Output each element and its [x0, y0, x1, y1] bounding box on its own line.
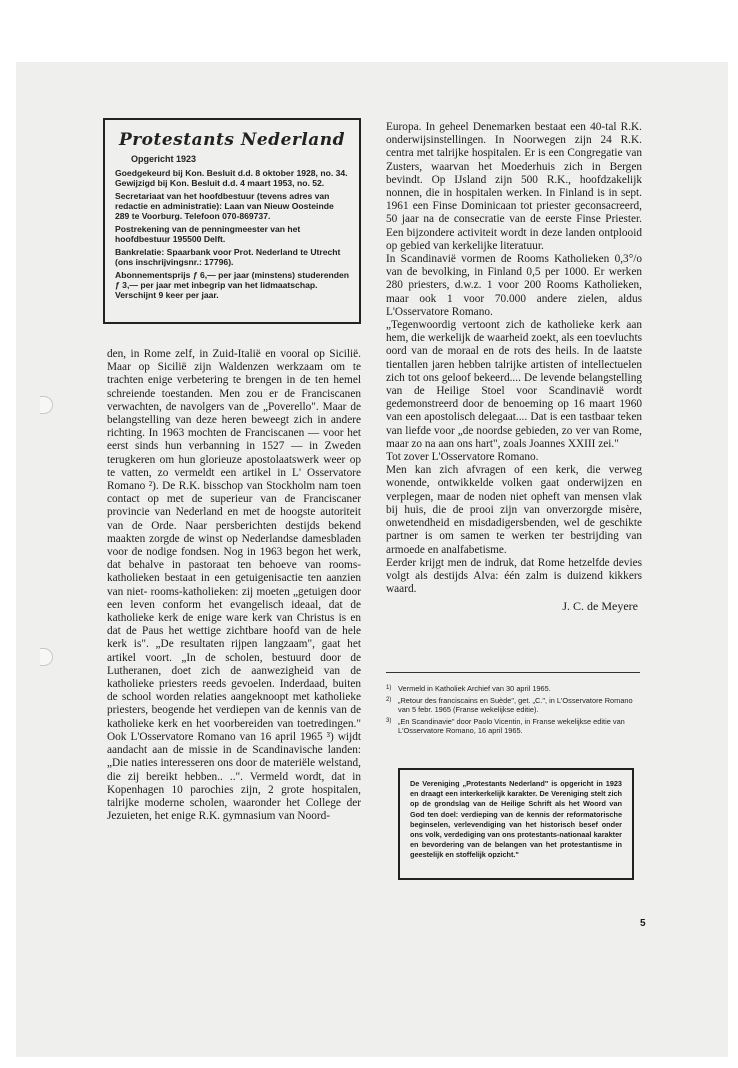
masthead-bank: Bankrelatie: Spaarbank voor Prot. Nederland te Utrecht (ons inschrijvingsnr.: 17796). [115, 247, 341, 267]
right-paragraph: In Scandinavië vormen de Rooms Katholieken 0,3°/o van de bevolking, in Finland 0,5 per 1000. Er werken 280 priesters, d.w.z. 1 voor 200 Rooms Katholieken, maar ook 1 voor 70.000 andere zielen, aldus L'Osservatore Romano. [386, 253, 642, 318]
footnote-mark: 1) [386, 685, 392, 691]
right-paragraph: Eerder krijgt men de indruk, dat Rome hetzelfde devies volgt als destijds Alva: één zalm is duizend kikkers waard. [386, 556, 642, 596]
masthead-subscription: Abonnementsprijs ƒ 6,— per jaar (minstens) studerenden ƒ 3,— per jaar met inbegrip van het lidmaatschap. Verschijnt 9 keer per jaar. [115, 270, 349, 300]
footnote-divider [386, 672, 640, 673]
right-paragraph: Europa. In geheel Denemarken bestaat een 40-tal R.K. onderwijsinstellingen. In Noorwegen zijn 24 R.K. centra met talrijke hospitalen. Er is een Congregatie van Zusters, waarvan het Moederhuis zich in Bergen bevindt. Op IJsland zijn 500 R.K., hoofdzakelijk nonnen, die in hospitalen werken. In Finland is in sept. 1961 een Finse Dominicaan tot priester geconsacreerd, 50 jaar na de consecratie van de eerste Finse Priester. Een bijzondere activiteit wordt in deze landen ontplooid op gebied van kerkelijke literatuur. [386, 121, 642, 252]
footnote [386, 684, 642, 694]
footnote-mark: 2) [386, 696, 392, 703]
left-column [107, 348, 361, 823]
footnote-text: „Retour des franciscains en Suède", get. „C.", in L'Osservatore Romano van 5 febr. 1965 (Franse wekelijkse editie). [398, 695, 633, 715]
masthead-founded: Opgericht 1923 [131, 154, 197, 164]
footnote [386, 696, 642, 715]
masthead-box [103, 118, 361, 324]
author-signature: J. C. de Meyere [562, 599, 638, 614]
right-paragraph: „Tegenwoordig vertoont zich de katholieke kerk aan hem, die werkelijk de waarheid zoekt, als een toevluchts oord van de moraal en de rots des heils. In de laatste tientallen jaren hebben talrijke artisten of intellectuelen zich tot ons geloof bekeerd.... De levende belangstelling van de Heilige Stoel voor Scandinavië wordt gedemonstreerd door de benoeming op 16 maart 1960 van een apostolisch delegaat.... Dat is een tastbaar teken van liefde voor „de noordse gebieden, zo ver van Rome, maar zo na aan ons hart", zoals Joannes XXIII zei." [386, 319, 642, 450]
association-notice-text: De Vereniging „Protestants Nederland" is opgericht in 1923 en draagt een interkerkelijk karakter. De Vereniging stelt zich op de grondslag van de Heilige Schrift als het Woord van God ten doel: verdieping van de kennis der reformatorische beginselen, verlevendiging van het historisch besef onder ons volk, verdediging van ons protestants-nationaal karakter en bevordering van de belangen van het protestantisme in geestelijk en stoffelijk opzicht." [410, 779, 622, 860]
masthead-title: Protestants Nederland [118, 130, 346, 150]
footnote-text: „En Scandinavie" door Paolo Vicentin, in Franse wekelijkse editie van L'Osservatore Romano, 16 april 1965. [398, 716, 625, 736]
right-column [386, 121, 642, 614]
association-notice-box [398, 768, 634, 880]
masthead-approved: Goedgekeurd bij Kon. Besluit d.d. 8 oktober 1928, no. 34. Gewijzigd bij Kon. Besluit d.d. 4 maart 1953, no. 52. [115, 168, 348, 188]
left-column-text: den, in Rome zelf, in Zuid-Italië en vooral op Sicilië. Maar op Sicilië zijn Waldenzen werkzaam om te trachten enige verbetering te brengen in de ten hemel schreiende toestanden. Men zou er de Franciscanen verwachten, de navolgers van de „Poverello". Maar de belangstelling van deze heren beweegt zich in andere richting. In 1963 mochten de Franciscanen — voor het eerst sinds hun verbanning in 1527 — in Zweden terugkeren om hun glorieuze apostolaatswerk weer op te vatten, zo vermeldt een artikel in L' Osservatore Romano ²). De R.K. bisschop van Stockholm nam toen contact op met de superieur van de Franciscaner provincie van Nederland en met de hoogste autoriteit van de Orde. Naar persberichten destijds bekend maakten zorgde de winst op Nederlandse damesbladen voor de nodige fondsen. Nog in 1963 begon het werk, dat behalve in pastoraat ten behoeve van rooms-katholieken bestaat in een getuigenisactie ten aanzien van niet- rooms-katholieken: zij moeten „getuigen door een leven conform het evangelisch ideaal, dat de katholieke kerk de enige ware kerk van Christus is en dat de Paus het wettige zichtbare hoofd van de hele kerk is". „De resultaten rijpen langzaam", gaat het artikel voort. „In de scholen, bestuurd door de Lutheranen, doet zich de aanwezigheid van de katholieke priesters reeds gevoelen. Inderdaad, buiten de school worden relaties aangeknoopt met katholieke priesters, beogende het verdiepen van de kennis van de katholieke kerk en het voorbereiden van toetredingen." Ook L'Osservatore Romano van 16 april 1965 ³) wijdt aandacht aan de missie in de Scandinavische landen: „Die naties interesseren ons door de materiële welstand, die zij bereikt hebben.. ..". Vermeld wordt, dat in Kopenhagen 10 parochies zijn, 2 grote hospitalen, talrijke moderne scholen, waaronder het College der Jezuieten, het enige R.K. gymnasium van Noord- [107, 348, 361, 823]
right-paragraph: Tot zover L'Osservatore Romano. [386, 451, 539, 464]
masthead-giro: Postrekening van de penningmeester van het hoofdbestuur 195500 Delft. [115, 224, 301, 244]
footnote-text: Vermeld in Katholiek Archief van 30 april 1965. [398, 684, 551, 693]
footnote [386, 717, 642, 736]
footnotes [386, 684, 642, 738]
footnote-mark: 3) [386, 717, 392, 724]
page-number: 5 [640, 918, 646, 929]
right-paragraph: Men kan zich afvragen of een kerk, die verweg wonende, ontwikkelde volken gaat onderwijzen en verplegen, maar de noden niet opheft van mensen vlak bij huis, die de prooi zijn van onverzorgde misère, onwetendheid en misdadigersbenden, wel de geschikte partner is om samen te werken ter bestrijding van armoede en analfabetisme. [386, 464, 642, 556]
masthead-secretariat: Secretariaat van het hoofdbestuur (tevens adres van redactie en administratie): Laan van Nieuw Oosteinde 289 te Voorburg. Telefoon 070-869737. [115, 191, 334, 221]
